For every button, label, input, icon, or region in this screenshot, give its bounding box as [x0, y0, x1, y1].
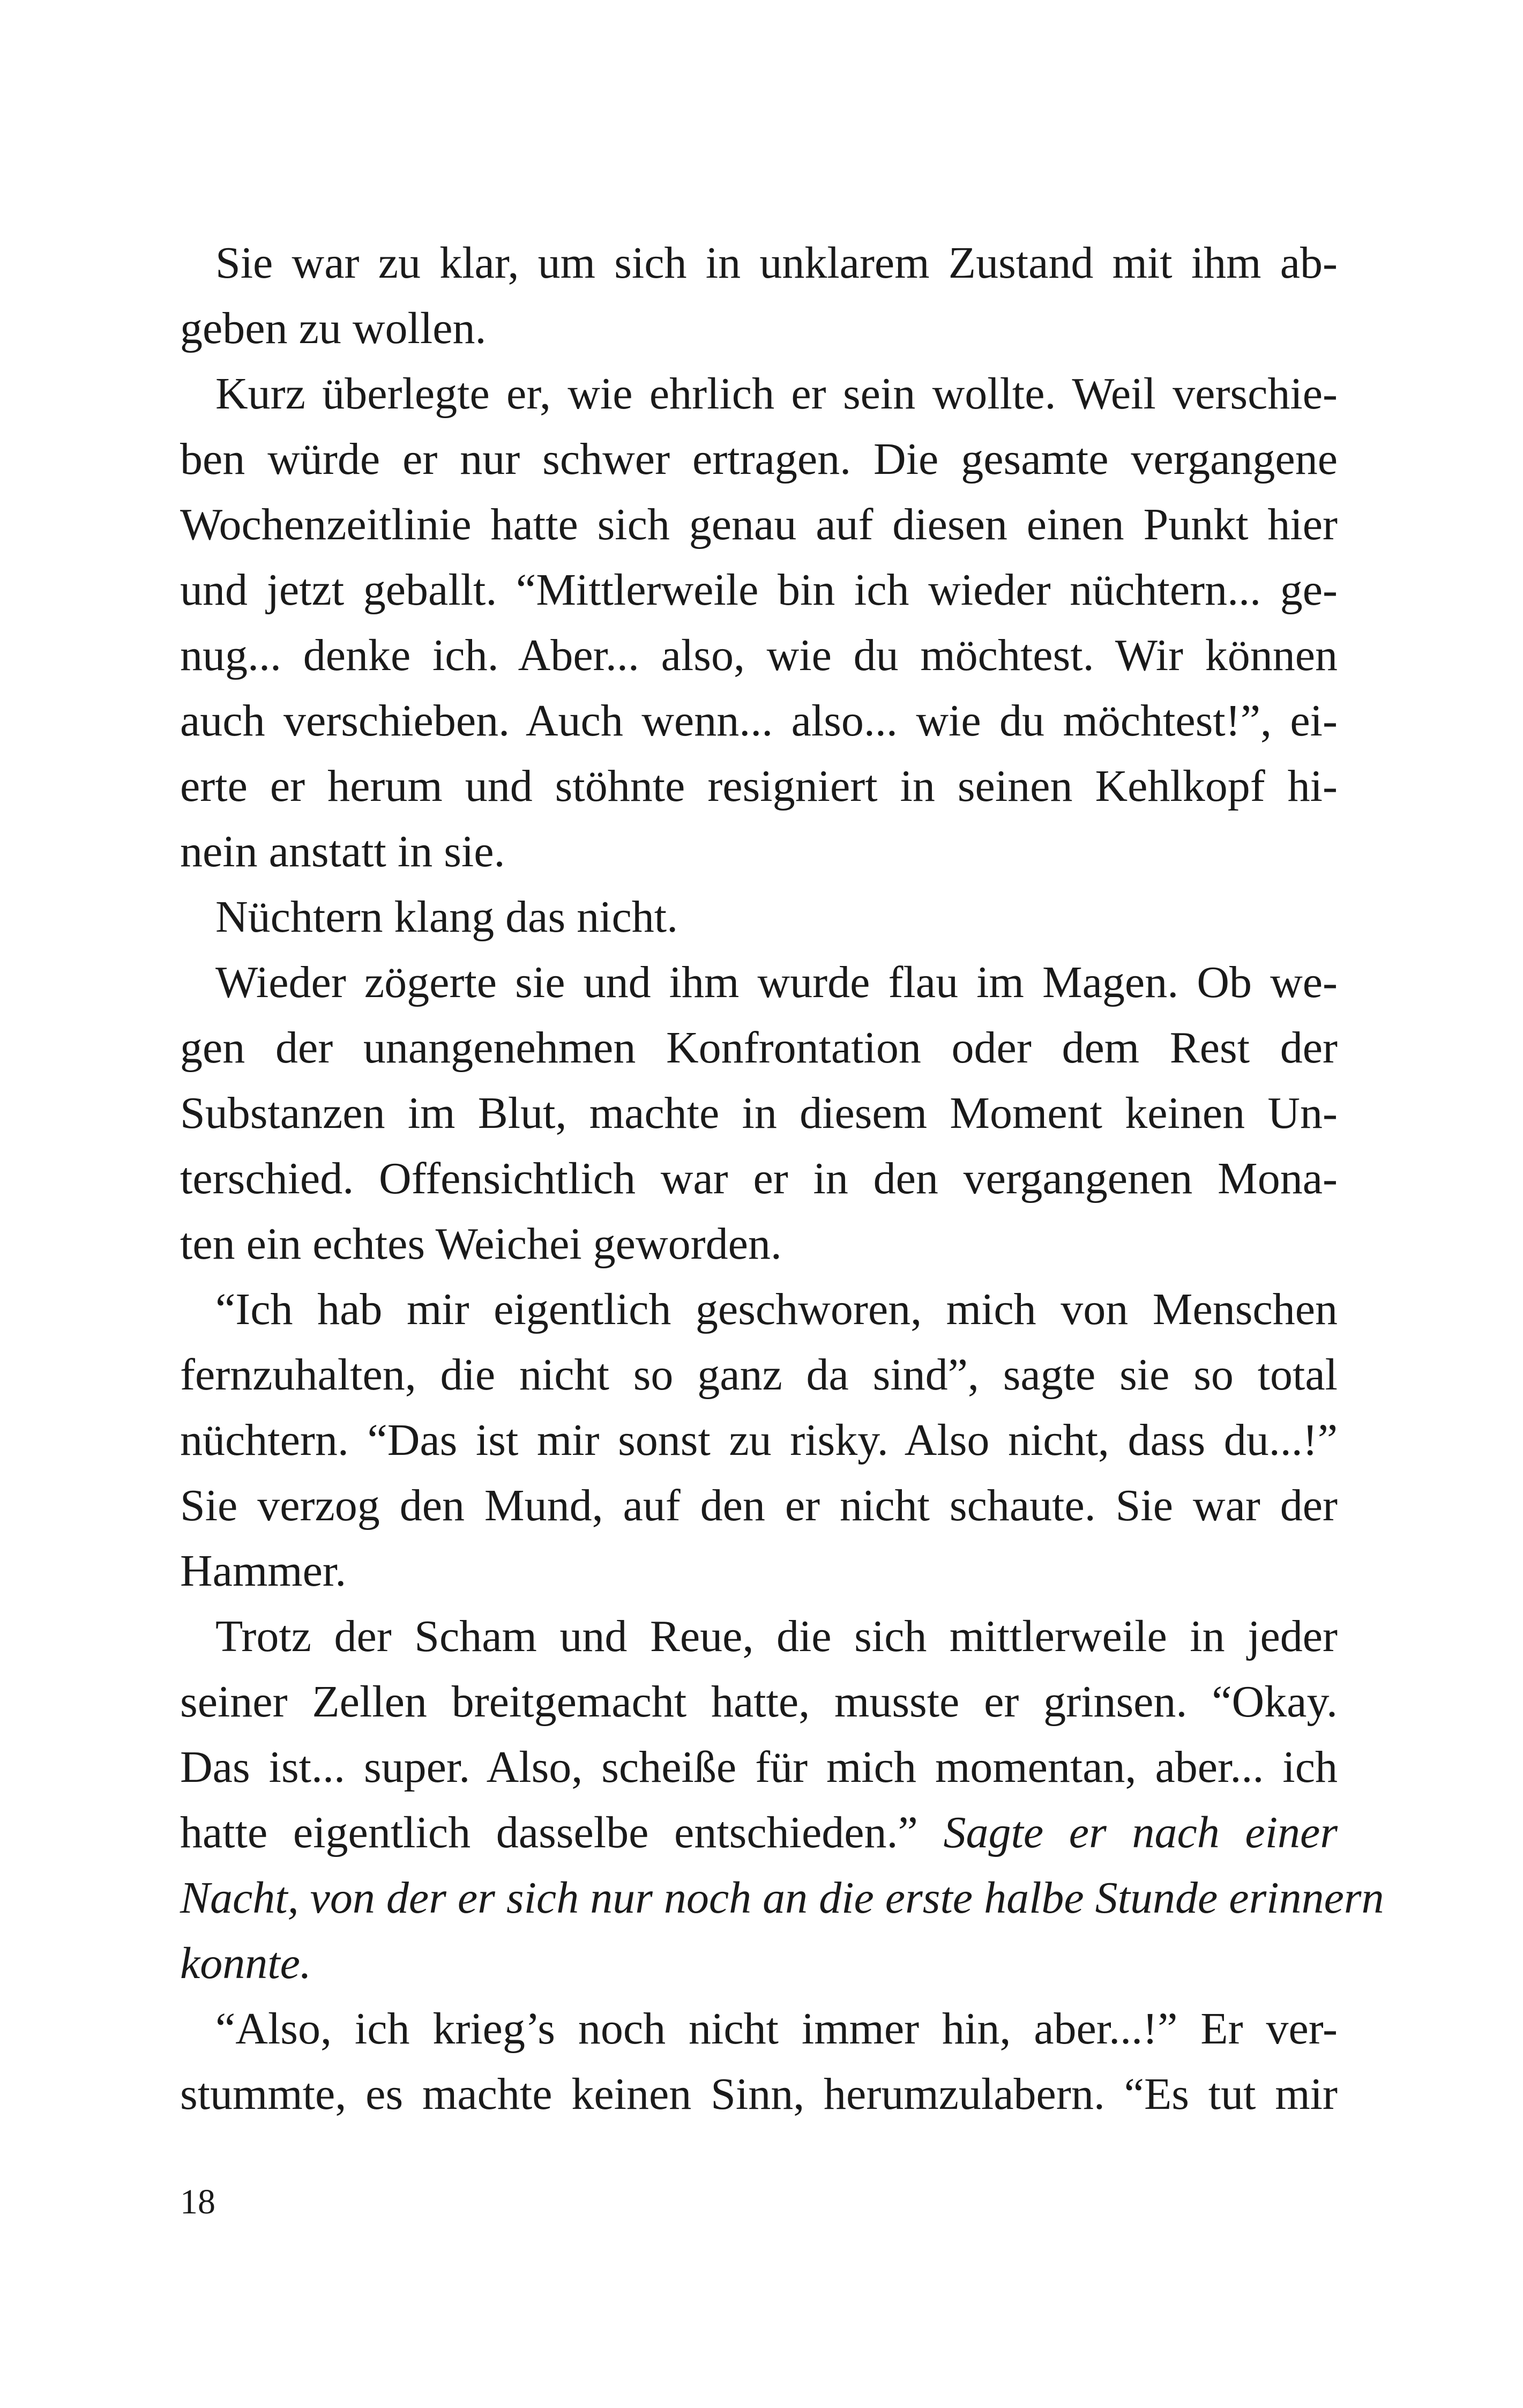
text-line-mixed-italic: Sagte er nach einer — [943, 1808, 1338, 1857]
text-line: Sie war zu klar, um sich in unklarem Zustand mit ihm ab- — [215, 238, 1338, 288]
text-line-mixed — [180, 1800, 1338, 1866]
text-line: Das ist... super. Also, scheiße für mich momentan, aber... ich — [180, 1742, 1338, 1792]
text-line: Kurz überlegte er, wie ehrlich er sein wollte. Weil verschie- — [215, 369, 1338, 419]
paragraph-lines — [180, 231, 1338, 1800]
text-line: stummte, es machte keinen Sinn, herumzulabern. “Es tut mir — [180, 2069, 1338, 2119]
text-line: Wochenzeitlinie hatte sich genau auf diesen einen Punkt hier — [180, 500, 1338, 549]
text-line: seiner Zellen breitgemacht hatte, musste er grinsen. “Okay. — [180, 1677, 1338, 1727]
text-line: nug... denke ich. Aber... also, wie du möchtest. Wir können — [180, 630, 1338, 680]
text-line: “Ich hab mir eigentlich geschworen, mich von Menschen — [215, 1284, 1338, 1334]
text-line: Wieder zögerte sie und ihm wurde flau im Magen. Ob we- — [215, 957, 1338, 1007]
text-line-mixed-normal: hatte eigentlich dasselbe entschieden.” — [180, 1808, 918, 1857]
text-line: ten ein echtes Weichei geworden. — [180, 1219, 782, 1269]
text-line: und jetzt geballt. “Mittlerweile bin ich wieder nüchtern... ge- — [180, 565, 1338, 615]
text-line: nein anstatt in sie. — [180, 827, 505, 876]
page-number: 18 — [180, 2182, 215, 2221]
text-line: terschied. Offensichtlich war er in den vergangenen Mona- — [180, 1154, 1338, 1203]
text-line-italic: Nacht, von der er sich nur noch an die erste halbe Stunde erinnern — [180, 1873, 1384, 1923]
text-line: Substanzen im Blut, machte in diesem Moment keinen Un- — [180, 1088, 1338, 1138]
text-line: erte er herum und stöhnte resigniert in seinen Kehlkopf hi- — [180, 761, 1338, 811]
text-line: auch verschieben. Auch wenn... also... wie du möchtest!”, ei- — [180, 696, 1338, 746]
text-line: Nüchtern klang das nicht. — [215, 892, 678, 942]
text-line: ben würde er nur schwer ertragen. Die gesamte vergangene — [180, 434, 1338, 484]
text-line: geben zu wollen. — [180, 303, 487, 353]
text-line: Trotz der Scham und Reue, die sich mittlerweile in jeder — [215, 1611, 1338, 1661]
final-lines — [180, 1996, 1338, 2127]
text-line: gen der unangenehmen Konfrontation oder dem Rest der — [180, 1023, 1338, 1073]
text-line: Hammer. — [180, 1546, 347, 1596]
italic-lines — [180, 1866, 1384, 1996]
text-line: fernzuhalten, die nicht so ganz da sind”, sagte sie so total — [180, 1350, 1338, 1400]
text-line: “Also, ich krieg’s noch nicht immer hin, aber...!” Er ver- — [215, 2004, 1338, 2054]
text-line: Sie verzog den Mund, auf den er nicht schaute. Sie war der — [180, 1481, 1338, 1530]
text-line: nüchtern. “Das ist mir sonst zu risky. Also nicht, dass du...!” — [180, 1415, 1338, 1465]
text-line-italic: konnte. — [180, 1938, 311, 1988]
body-text — [180, 231, 1384, 2127]
